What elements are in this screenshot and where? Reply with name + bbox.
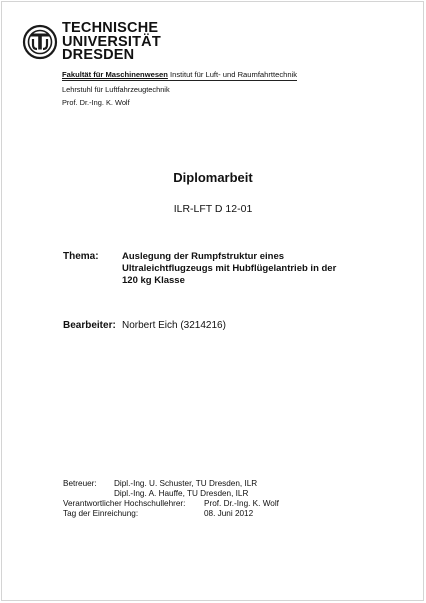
- submission-date: 08. Juni 2012: [204, 509, 254, 518]
- topic-label: Thema:: [63, 251, 99, 262]
- faculty-line: [62, 70, 297, 81]
- supervisor-label: Betreuer:: [63, 479, 97, 488]
- document-number: ILR-LFT D 12-01: [173, 203, 253, 215]
- topic-line-2: Ultraleichtflugzeugs mit Hubflügelantrieb in der: [122, 263, 337, 274]
- supervisor-1: Dipl.-Ing. U. Schuster, TU Dresden, ILR: [114, 479, 258, 488]
- tu-dresden-logo-icon: [22, 24, 58, 60]
- professor-line: Prof. Dr.-Ing. K. Wolf: [62, 98, 130, 107]
- author-label: Bearbeiter:: [63, 320, 116, 331]
- faculty-name: Fakultät für Maschinenwesen: [62, 70, 168, 79]
- chair-line: Lehrstuhl für Luftfahrzeugtechnik: [62, 85, 170, 94]
- logo-line-3: DRESDEN: [62, 47, 135, 63]
- topic-text: [122, 251, 352, 287]
- university-name: [62, 22, 161, 63]
- submission-label: Tag der Einreichung:: [63, 509, 139, 518]
- responsible-name: Prof. Dr.-Ing. K. Wolf: [204, 499, 279, 508]
- topic-line-1: Auslegung der Rumpfstruktur eines: [122, 251, 285, 262]
- logo-line-2: UNIVERSITÄT: [62, 33, 161, 50]
- topic-line-3: 120 kg Klasse: [122, 275, 185, 286]
- document-title: Diplomarbeit: [173, 170, 253, 185]
- responsible-label: Verantwortlicher Hochschullehrer:: [63, 499, 186, 508]
- logo-line-1: TECHNISCHE: [62, 20, 159, 36]
- author-name: Norbert Eich (3214216): [122, 320, 226, 331]
- supervisor-2: Dipl.-Ing. A. Hauffe, TU Dresden, ILR: [114, 489, 249, 498]
- institute-name: Institut für Luft- und Raumfahrttechnik: [167, 70, 298, 79]
